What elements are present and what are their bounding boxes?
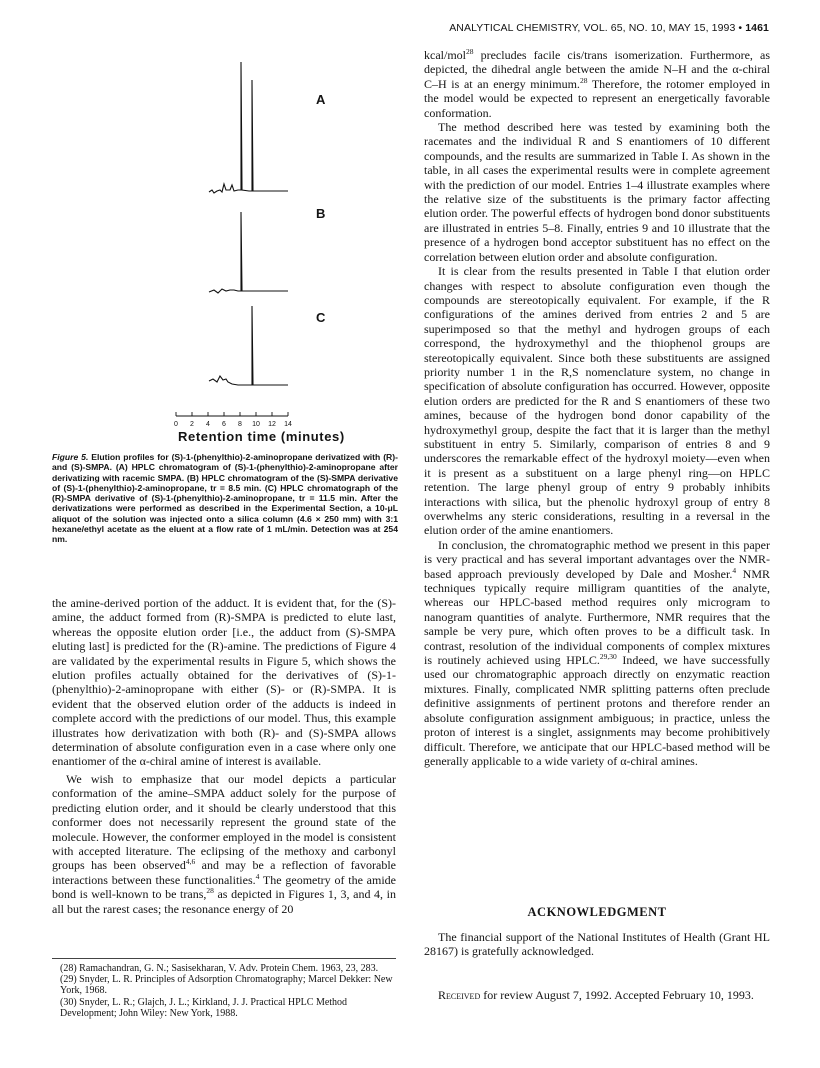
paragraph: the amine-derived portion of the adduct. It is evident that, for the (S)-amine, the adduct formed from (R)-SMPA is predicted to elute last, whereas the opposite elution order [i.e., the adduct from (S)-SMPA eluting last] is predicted for the (R)-amine. The predictions of Figure 4 are validated by the experimental results in Figure 5, which shows the elution profiles actually obtained for the derivatives of (S)-1-(phenylthio)-2-aminopropane with either (S)- or (R)-SMPA. It is evident that the observed elution order of the adducts is indeed in complete accord with the predictions of our model. Thus, this example illustrates how derivatization with both (R)- and (S)-SMPA allows determination of absolute configuration even in a case where only one enantiomer of the α-chiral amine of interest is available. — [52, 596, 396, 769]
received-text: for review August 7, 1992. Accepted February 10, 1993. — [480, 988, 754, 1002]
footnote-30: (30) Snyder, L. R.; Glajch, J. L.; Kirkland, J. J. Practical HPLC Method Development; John Wiley: New York, 1988. — [60, 996, 348, 1019]
paragraph: In conclusion, the chromatographic method we present in this paper is very practical and has several important advantages over the NMR-based approach previously developed by Dale and Mosher.$^4$ NMR techniques typically require milligram quantities of the analyte, whereas our HPLC-based method requires only microgram to nanogram quantities of analyte. Furthermore, NMR requires that the sample be very pure, which often proves to be a difficult task. In contrast, resolution of the individual components of complex mixtures is routinely achieved using HPLC.$^{29,30}$ Indeed, we have successfully used our chromatographic approach directly on enzymatic reaction mixtures. Finally, complicated NMR splitting patterns often preclude definitive assignments of pertinent protons and therefore render an absolute configuration assignment ambiguous; in practice, unless the proton of interest is a singlet, assignments may become prohibitively difficult. Therefore, we anticipate that our HPLC-based method will be generally applicable to a wide variety of α-chiral amines. — [424, 537, 770, 768]
received-line — [424, 988, 770, 1002]
acknowledgment-text: The financial support of the National Institutes of Health (Grant HL 28167) is gratefully acknowledged. — [424, 930, 770, 959]
panel-label-a: A — [316, 92, 326, 107]
caption-label: Figure 5. — [52, 452, 89, 462]
paragraph: We wish to emphasize that our model depicts a particular conformation of the amine–SMPA adduct solely for the purpose of predicting elution order, and it should be clearly understood that this conformer does not necessarily represent the ground state of the molecule. However, the conformer employed in the model is consistent with accepted literature. The eclipsing of the methoxy and carbonyl groups has been observed$^{4,6}$ and may be a reflection of favorable interactions between these functionalities.$^4$ The geometry of the amide bond is well-known to be trans,$^{28}$ as depicted in Figures 1, 3, and 4, in all but the rarest cases; the resonance energy of 20 — [52, 771, 397, 916]
acknowledgment-section — [424, 930, 770, 959]
trace-a — [209, 62, 288, 193]
x-tick-label: 10 — [252, 421, 260, 428]
acknowledgment-heading: ACKNOWLEDGMENT — [527, 905, 667, 919]
trace-c — [209, 306, 288, 385]
trace-b — [209, 212, 288, 293]
x-tick-label: 0 — [174, 421, 178, 428]
footnote-28: (28) Ramachandran, G. N.; Sasisekharan, V. Adv. Protein Chem. 1963, 23, 283. — [60, 963, 379, 974]
paragraph: It is clear from the results presented in Table I that elution order changes with respect to absolute configuration even though the compounds are stereotopically equivalent. For example, if the R configurations of the amines derived from entries 2 and 5 are superimposed so that the methyl and hydrogen groups of each correspond, the hydroxymethyl and the thiophenol groups are stereotopically equivalent. Since both these substituents are assigned priority number 1 in the R,S nomenclature system, no change in specification of absolute configuration has occurred. However, opposite elution orders are predicted for the R and S enantiomers of these two amines, because of the hydrogen bond donor capability of the hydroxymethyl group, despite the fact that it is larger than the methyl substituent in entry 5. Similarly, comparison of entries 8 and 9 underscores the remarkable effect of the hydroxyl moiety—even when it is present as a substituent on a large phenyl ring—on HPLC retention. The large phenyl group of entry 9 probably inhibits interactions with silica, but the phenolic hydroxyl group of entry 8 overwhelms any steric considerations, resulting in a reversal in the elution order of the amine enantiomers. — [424, 264, 770, 538]
page-number: 1461 — [745, 22, 769, 34]
footnotes — [52, 958, 396, 1019]
panel-label-b: B — [316, 206, 326, 221]
time-axis — [176, 412, 288, 416]
figure-caption — [52, 452, 398, 545]
running-header — [421, 22, 769, 34]
header-bullet: • — [738, 22, 743, 34]
left-column — [52, 596, 396, 916]
figure-5-chromatograms — [52, 44, 402, 464]
x-axis-title: Retention time (minutes) — [178, 429, 345, 444]
right-column — [424, 48, 770, 768]
journal-line: ANALYTICAL CHEMISTRY, VOL. 65, NO. 10, MAY 15, 1993 — [449, 22, 736, 34]
x-tick-label: 2 — [190, 421, 194, 428]
chromatogram-plot — [52, 44, 402, 464]
x-tick-label: 8 — [238, 421, 242, 428]
footnote-29: (29) Snyder, L. R. Principles of Adsorption Chromatography; Marcel Dekker: New York, 1968. — [60, 974, 393, 997]
received-label: Received — [438, 988, 481, 1002]
panel-label-c: C — [316, 310, 326, 325]
paragraph: kcal/mol$^{28}$ precludes facile cis/trans isomerization. Furthermore, as depicted, the dihedral angle between the amide N–H and the α-chiral C–H is at an energy minimum.$^{28}$ Therefore, the rotomer employed in the model would be expected to represent an energetically favorable conformation. — [424, 47, 770, 120]
x-tick-label: 12 — [268, 421, 276, 428]
caption-text: Elution profiles for (S)-1-(phenylthio)-2-aminopropane derivatized with (R)- and (S)-SMPA. (A) HPLC chromatogram of (S)-1-(phenylthio)-2-aminopropane after derivatizing with racemic SMPA. (B) HPLC chromatogram of the (S)-SMPA derivative of (S)-1-(phenylthio)-2-aminopropane, tr = 8.5 min. (C) HPLC chromatograph of the (R)-SMPA derivative of (S)-1-(phenylthio)-2-aminopropane, tr = 11.5 min. After the derivatizations were performed as described in the Experimental Section, a 10-μL aliquot of the solution was injected onto a silica column (4.6 × 250 mm) with 3:1 hexane/ethyl acetate as the eluent at a flow rate of 1 mL/min. Detection was at 254 nm. — [52, 452, 398, 545]
x-tick-label: 4 — [206, 421, 210, 428]
x-tick-label: 14 — [284, 421, 292, 428]
paragraph: The method described here was tested by examining both the racemates and the individual R and S enantiomers of 10 different compounds, and the results are summarized in Table I. As shown in the table, in all cases the experimental results were in complete agreement with the prediction of our model. Entries 1–4 illustrate examples where the relative size of the substituents is the primary factor affecting elution order. The powerful effects of hydrogen bond donor substituents are illustrated in entries 5–8. Finally, entries 9 and 10 illustrate that the presence of a hydrogen bond acceptor substituent has no effect on the correlation between elution order and absolute configuration. — [424, 120, 770, 264]
x-tick-label: 6 — [222, 421, 226, 428]
